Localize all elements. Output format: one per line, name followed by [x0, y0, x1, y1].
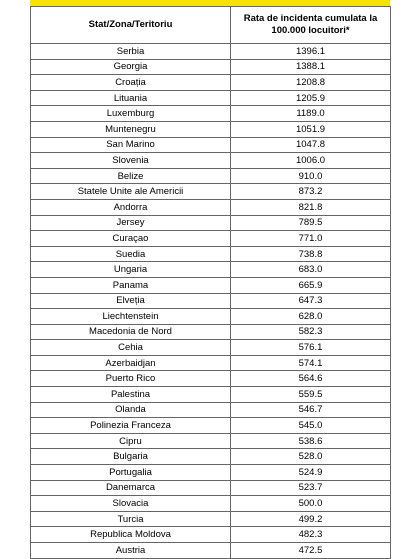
territory-cell: Elveția [31, 293, 231, 309]
rate-cell: 1189.0 [231, 106, 391, 122]
territory-cell: Bulgaria [31, 449, 231, 465]
table-row [31, 231, 391, 247]
territory-cell: Suedia [31, 246, 231, 262]
table-row [31, 527, 391, 543]
rate-cell: 472.5 [231, 543, 391, 559]
table-row [31, 387, 391, 403]
territory-cell: Slovacia [31, 496, 231, 512]
rate-cell: 628.0 [231, 309, 391, 325]
territory-cell: Jersey [31, 215, 231, 231]
table-row [31, 496, 391, 512]
territory-cell: Statele Unite ale Americii [31, 184, 231, 200]
rate-cell: 482.3 [231, 527, 391, 543]
rate-cell: 647.3 [231, 293, 391, 309]
rate-cell: 873.2 [231, 184, 391, 200]
rate-cell: 665.9 [231, 277, 391, 293]
rate-cell: 1208.8 [231, 75, 391, 91]
rate-cell: 1047.8 [231, 137, 391, 153]
table-row [31, 153, 391, 169]
territory-cell: Puerto Rico [31, 371, 231, 387]
rate-cell: 574.1 [231, 355, 391, 371]
table-row [31, 199, 391, 215]
territory-cell: Ungaria [31, 262, 231, 278]
rate-cell: 500.0 [231, 496, 391, 512]
table-row [31, 137, 391, 153]
territory-cell: Slovenia [31, 153, 231, 169]
rate-cell: 524.9 [231, 465, 391, 481]
rate-cell: 582.3 [231, 324, 391, 340]
territory-cell: Cipru [31, 433, 231, 449]
territory-cell: Georgia [31, 59, 231, 75]
column-header-territory: Stat/Zona/Teritoriu [31, 7, 231, 44]
rate-cell: 738.8 [231, 246, 391, 262]
rate-cell: 564.6 [231, 371, 391, 387]
table-row [31, 480, 391, 496]
table-row [31, 262, 391, 278]
territory-cell: Curaçao [31, 231, 231, 247]
rate-cell: 789.5 [231, 215, 391, 231]
territory-cell: Turcia [31, 511, 231, 527]
table-row [31, 121, 391, 137]
rate-cell: 771.0 [231, 231, 391, 247]
territory-cell: Croația [31, 75, 231, 91]
table-row [31, 309, 391, 325]
rate-cell: 538.6 [231, 433, 391, 449]
table-row [31, 465, 391, 481]
column-header-rate: Rata de incidenta cumulata la 100.000 locuitori* [231, 7, 391, 44]
table-row [31, 371, 391, 387]
table-row [31, 355, 391, 371]
table-row [31, 44, 391, 60]
territory-cell: Republica Moldova [31, 527, 231, 543]
table-row [31, 293, 391, 309]
table-row [31, 277, 391, 293]
table-row [31, 106, 391, 122]
table-row [31, 168, 391, 184]
territory-cell: Muntenegru [31, 121, 231, 137]
territory-cell: Austria [31, 543, 231, 559]
rate-cell: 1205.9 [231, 90, 391, 106]
table-row [31, 449, 391, 465]
table-row [31, 75, 391, 91]
rate-cell: 499.2 [231, 511, 391, 527]
table-row [31, 402, 391, 418]
rate-cell: 545.0 [231, 418, 391, 434]
territory-cell: San Marino [31, 137, 231, 153]
table-row [31, 90, 391, 106]
table-row [31, 324, 391, 340]
table-row [31, 433, 391, 449]
table-body [31, 44, 391, 559]
territory-cell: Liechtenstein [31, 309, 231, 325]
table-row [31, 418, 391, 434]
table-row [31, 340, 391, 356]
table-row [31, 59, 391, 75]
territory-cell: Portugalia [31, 465, 231, 481]
territory-cell: Belize [31, 168, 231, 184]
incidence-table-container [30, 6, 390, 559]
territory-cell: Olanda [31, 402, 231, 418]
rate-cell: 821.8 [231, 199, 391, 215]
territory-cell: Panama [31, 277, 231, 293]
territory-cell: Luxemburg [31, 106, 231, 122]
rate-cell: 546.7 [231, 402, 391, 418]
territory-cell: Andorra [31, 199, 231, 215]
territory-cell: Serbia [31, 44, 231, 60]
territory-cell: Macedonia de Nord [31, 324, 231, 340]
rate-cell: 910.0 [231, 168, 391, 184]
rate-cell: 1388.1 [231, 59, 391, 75]
table-header-row [31, 7, 391, 44]
territory-cell: Cehia [31, 340, 231, 356]
table-row [31, 246, 391, 262]
rate-cell: 523.7 [231, 480, 391, 496]
territory-cell: Palestina [31, 387, 231, 403]
table-row [31, 215, 391, 231]
incidence-table [30, 6, 391, 559]
territory-cell: Lituania [31, 90, 231, 106]
rate-cell: 576.1 [231, 340, 391, 356]
table-row [31, 511, 391, 527]
table-row [31, 184, 391, 200]
rate-cell: 1006.0 [231, 153, 391, 169]
rate-cell: 1396.1 [231, 44, 391, 60]
rate-cell: 559.5 [231, 387, 391, 403]
rate-cell: 1051.9 [231, 121, 391, 137]
rate-cell: 683.0 [231, 262, 391, 278]
territory-cell: Azerbaidjan [31, 355, 231, 371]
territory-cell: Danemarca [31, 480, 231, 496]
rate-cell: 528.0 [231, 449, 391, 465]
territory-cell: Polinezia Franceza [31, 418, 231, 434]
table-row [31, 543, 391, 559]
